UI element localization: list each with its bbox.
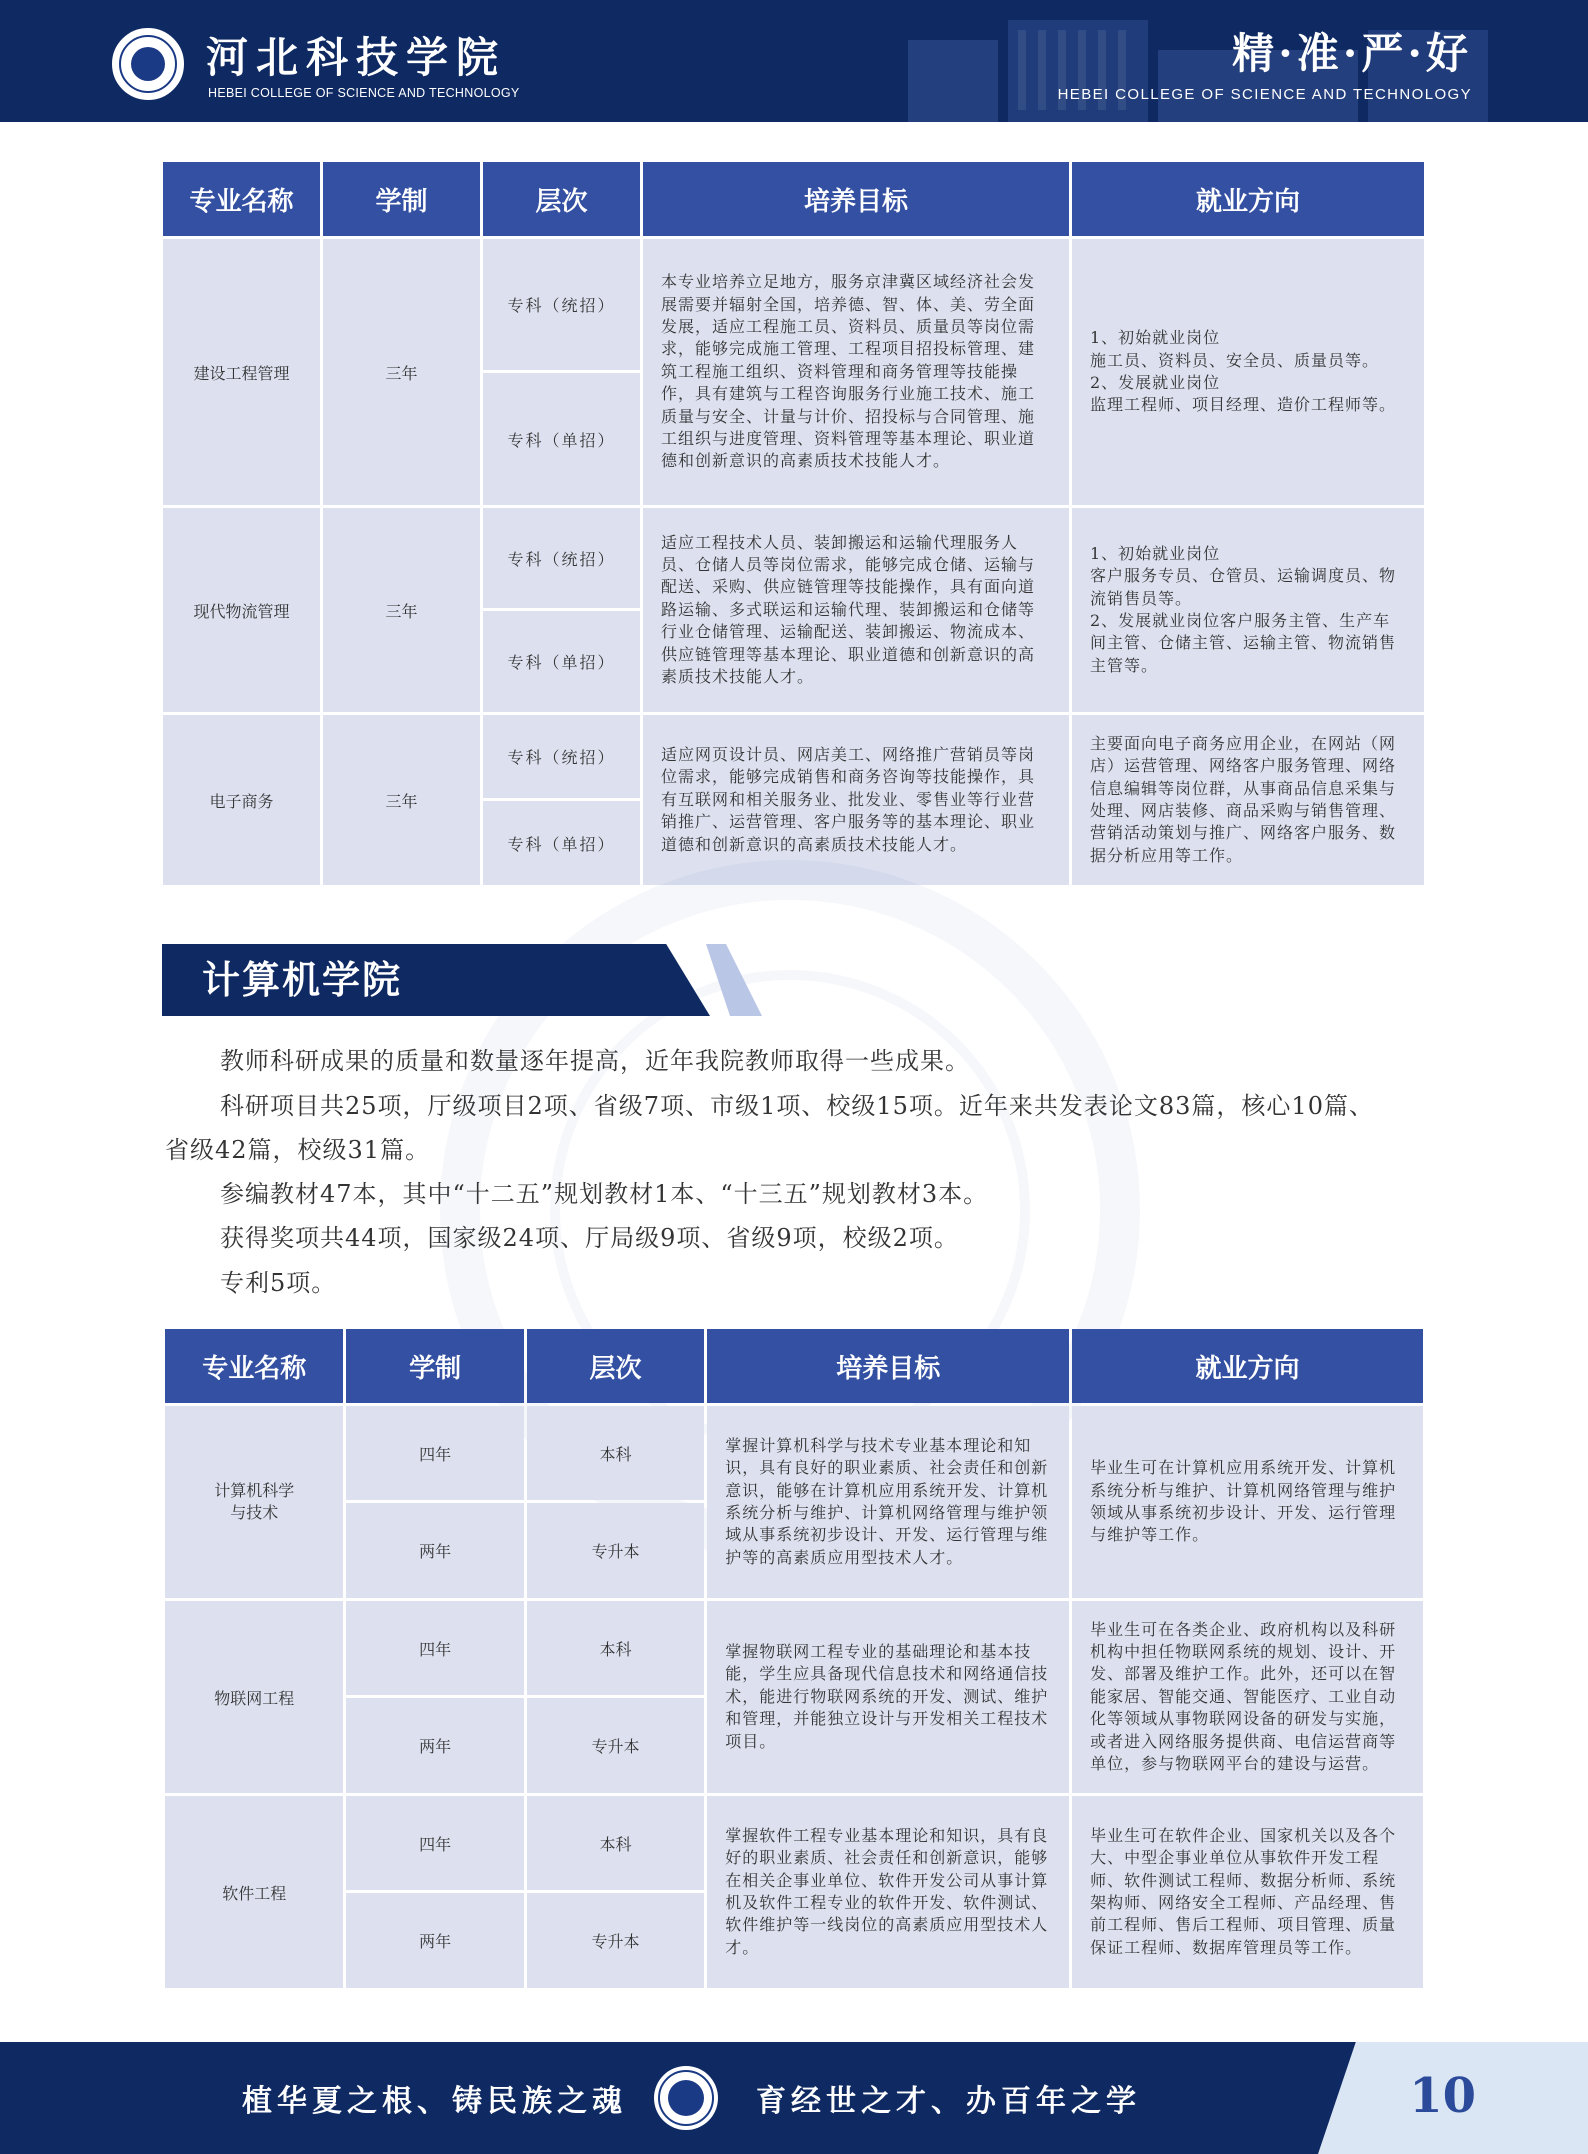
career-direction: 主要面向电子商务应用企业，在网站（网店）运营管理、网络客户服务管理、网络信息编辑等岗位群，从事商品信息采集与处理、网店装修、商品采购与销售管理、营销活动策划与推广、网络客户服务、数据分析应用等工作。 <box>1072 715 1424 885</box>
col-header-duration: 学制 <box>346 1329 523 1403</box>
duration: 两年 <box>346 1503 523 1598</box>
major-name: 物联网工程 <box>165 1601 343 1793</box>
major-name: 现代物流管理 <box>163 508 320 712</box>
level: 专升本 <box>527 1698 704 1793</box>
page-footer <box>0 2042 1588 2154</box>
career-direction: 1、初始就业岗位 客户服务专员、仓管员、运输调度员、物流销售员等。 2、发展就业岗位客户服务主管、生产车间主管、仓储主管、运输主管、物流销售主管等。 <box>1072 508 1424 712</box>
table-row <box>165 1406 1423 1500</box>
training-goal: 本专业培养立足地方，服务京津冀区域经济社会发展需要并辐射全国，培养德、智、体、美、劳全面发展，适应工程施工员、资料员、质量员等岗位需求，能够完成施工管理、工程项目招投标管理、建筑工程施工组织、资料管理和商务管理等技能操作，具有建筑与工程咨询服务行业施工技术、施工质量与安全、计量与计价、招投标与合同管理、施工组织与进度管理、资料管理等基本理论、职业道德和创新意识的高素质技术技能人才。 <box>643 239 1069 505</box>
duration: 两年 <box>346 1893 523 1988</box>
training-goal: 适应工程技术人员、装卸搬运和运输代理服务人员、仓储人员等岗位需求，能够完成仓储、运输与配送、采购、供应链管理等技能操作，具有面向道路运输、多式联运和运输代理、装卸搬运和仓储等行业仓储管理、运输配送、装卸搬运、物流成本、供应链管理等基本理论、职业道德和创新意识的高素质技术技能人才。 <box>643 508 1069 712</box>
page-header <box>0 0 1588 122</box>
career-direction: 毕业生可在各类企业、政府机构以及科研机构中担任物联网系统的规划、设计、开发、部署及维护工作。此外，还可以在智能家居、智能交通、智能医疗、工业自动化等领域从事物联网设备的研发与实施，或者进入网络服务提供商、电信运营商等单位，参与物联网平台的建设与运营。 <box>1072 1601 1423 1793</box>
duration: 三年 <box>323 508 480 712</box>
level: 专科（统招） <box>483 715 640 798</box>
level: 专科（单招） <box>483 611 640 712</box>
paragraph: 省级42篇，校级31篇。 <box>165 1136 431 1164</box>
col-header-major: 专业名称 <box>165 1329 343 1403</box>
level: 本科 <box>527 1406 704 1500</box>
col-header-career: 就业方向 <box>1072 162 1424 236</box>
school-logo-icon <box>112 28 184 100</box>
level: 专科（单招） <box>483 801 640 885</box>
slogan-right: 育经世之才、办百年之学 <box>756 2084 1141 2119</box>
school-logo-icon <box>654 2066 718 2130</box>
training-goal: 掌握物联网工程专业的基础理论和基本技能，学生应具备现代信息技术和网络通信技术，能进行物联网系统的开发、测试、维护和管理，并能独立设计与开发相关工程技术项目。 <box>707 1601 1069 1793</box>
level: 本科 <box>527 1796 704 1890</box>
duration: 两年 <box>346 1698 523 1793</box>
school-motto-en: HEBEI COLLEGE OF SCIENCE AND TECHNOLOGY <box>1057 86 1472 103</box>
page-number: 10 <box>1409 2068 1476 2124</box>
duration: 四年 <box>346 1796 523 1890</box>
career-direction: 毕业生可在软件企业、国家机关以及各个大、中型企事业单位从事软件开发工程师、软件测试工程师、数据分析师、系统架构师、网络安全工程师、产品经理、售前工程师、售后工程师、项目管理、质量保证工程师、数据库管理员等工作。 <box>1072 1796 1423 1988</box>
table-row <box>165 1796 1423 1890</box>
table-row <box>163 239 1424 370</box>
level: 本科 <box>527 1601 704 1695</box>
paragraph: 教师科研成果的质量和数量逐年提高，近年我院教师取得一些成果。 <box>220 1047 970 1075</box>
level: 专科（单招） <box>483 373 640 505</box>
table-row <box>165 1601 1423 1695</box>
duration: 三年 <box>323 239 480 505</box>
training-goal: 适应网页设计员、网店美工、网络推广营销员等岗位需求，能够完成销售和商务咨询等技能操作，具有互联网和相关服务业、批发业、零售业等行业营销推广、运营管理、客户服务等的基本理论、职业道德和创新意识的高素质技术技能人才。 <box>643 715 1069 885</box>
paragraph: 科研项目共25项，厅级项目2项、省级7项、市级1项、校级15项。近年来共发表论文83篇，核心10篇、 <box>220 1092 1374 1120</box>
school-name-cn: 河北科技学院 <box>206 33 507 82</box>
duration: 四年 <box>346 1601 523 1695</box>
col-header-level: 层次 <box>527 1329 704 1403</box>
career-direction: 毕业生可在计算机应用系统开发、计算机系统分析与维护、计算机网络管理与维护领域从事系统初步设计、开发、运行管理与维护等工作。 <box>1072 1406 1423 1598</box>
paragraph: 获得奖项共44项，国家级24项、厅局级9项、省级9项，校级2项。 <box>220 1224 959 1252</box>
level: 专升本 <box>527 1503 704 1598</box>
school-motto: 精·准·严·好 <box>1232 29 1472 78</box>
slogan-left: 植华夏之根、铸民族之魂 <box>242 2084 627 2119</box>
section-header <box>162 944 710 1016</box>
career-direction: 1、初始就业岗位 施工员、资料员、安全员、质量员等。 2、发展就业岗位 监理工程师、项目经理、造价工程师等。 <box>1072 239 1424 505</box>
col-header-goal: 培养目标 <box>707 1329 1069 1403</box>
duration: 三年 <box>323 715 480 885</box>
major-name: 电子商务 <box>163 715 320 885</box>
table-row <box>163 715 1424 798</box>
section-title: 计算机学院 <box>202 957 403 1002</box>
major-name: 软件工程 <box>165 1796 343 1988</box>
level: 专科（统招） <box>483 239 640 370</box>
duration: 四年 <box>346 1406 523 1500</box>
table-header-row <box>165 1329 1423 1403</box>
table-row <box>163 508 1424 608</box>
col-header-level: 层次 <box>483 162 640 236</box>
paragraph: 参编教材47本，其中“十二五”规划教材1本、“十三五”规划教材3本。 <box>220 1180 989 1208</box>
training-goal: 掌握软件工程专业基本理论和知识，具有良好的职业素质、社会责任和创新意识，能够在相关企事业单位、软件开发公司从事计算机及软件工程专业的软件开发、软件测试、软件维护等一线岗位的高素质应用型技术人才。 <box>707 1796 1069 1988</box>
col-header-major: 专业名称 <box>163 162 320 236</box>
level: 专科（统招） <box>483 508 640 608</box>
major-name: 建设工程管理 <box>163 239 320 505</box>
table-header-row <box>163 162 1424 236</box>
majors-table-2 <box>162 1326 1426 1991</box>
major-name: 计算机科学 与技术 <box>165 1406 343 1598</box>
level: 专升本 <box>527 1893 704 1988</box>
col-header-duration: 学制 <box>323 162 480 236</box>
col-header-goal: 培养目标 <box>643 162 1069 236</box>
paragraph: 专利5项。 <box>220 1269 337 1297</box>
majors-table-1 <box>160 159 1427 888</box>
school-name-en: HEBEI COLLEGE OF SCIENCE AND TECHNOLOGY <box>208 86 520 100</box>
training-goal: 掌握计算机科学与技术专业基本理论和知识，具有良好的职业素质、社会责任和创新意识，能够在计算机应用系统开发、计算机系统分析与维护、计算机网络管理与维护领域从事系统初步设计、开发、运行管理与维护等的高素质应用型技术人才。 <box>707 1406 1069 1598</box>
col-header-career: 就业方向 <box>1072 1329 1423 1403</box>
